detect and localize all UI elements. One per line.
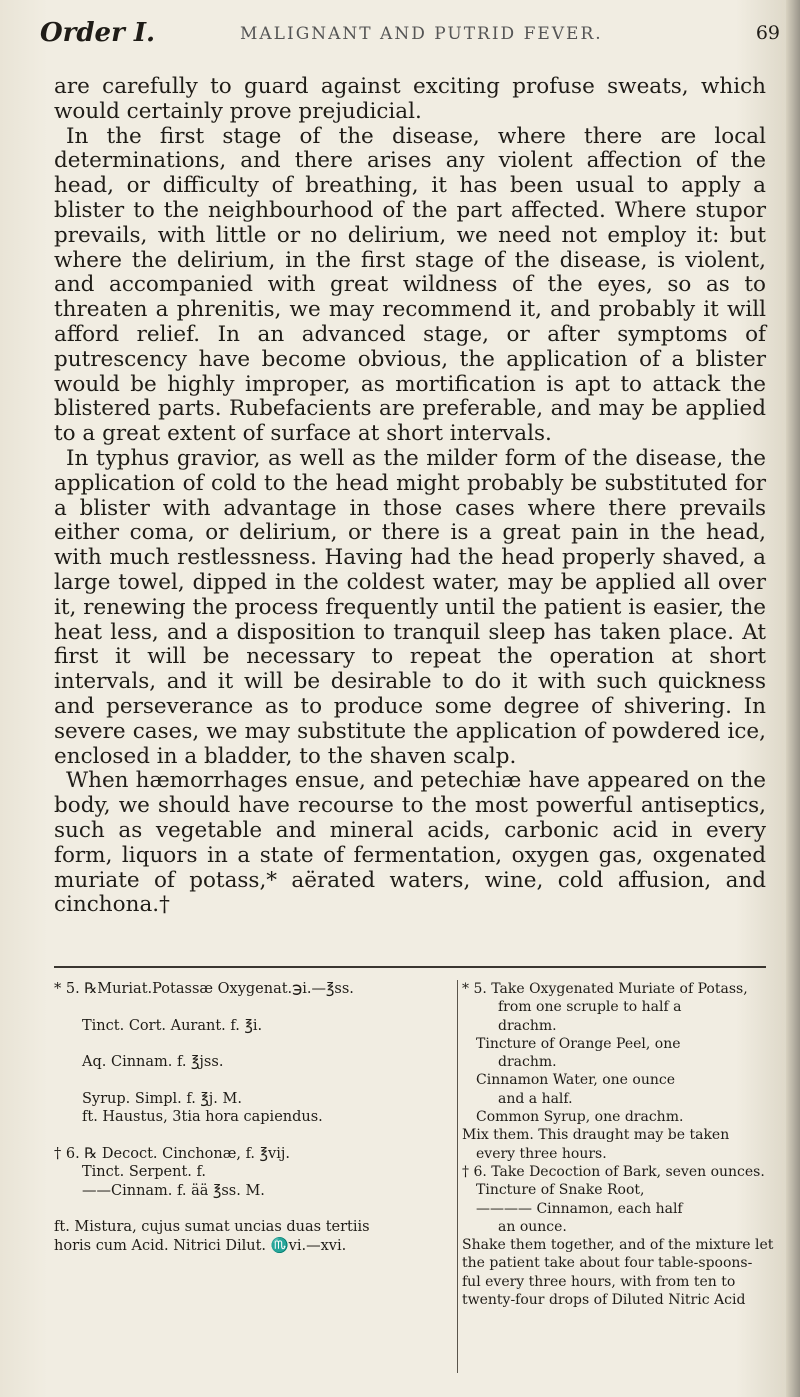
footnote-line: † 6. Take Decoction of Bark, seven ounces. <box>462 1163 765 1180</box>
footnote-line: ———— Cinnamon, each half <box>476 1200 683 1217</box>
footnote-line: Tinct. Cort. Aurant. f. ℥i. <box>82 1017 263 1034</box>
footnote-line: Common Syrup, one drachm. <box>476 1109 684 1126</box>
footnote-line: the patient take about four table-spoons- <box>462 1255 753 1272</box>
footnotes-latin <box>54 980 454 1255</box>
footnote-line: Cinnamon Water, one ounce <box>476 1072 675 1089</box>
footnote-line: and a half. <box>498 1090 573 1107</box>
paragraph: In the first stage of the disease, where there are local determinations, and there arises any violent affection of the head, or difficulty of breathing, it has been usual to apply a blister to the neighbourhood of the part affected. Where stupor prevails, with little or no delirium, we need not employ it: but where the delirium, in the first stage of the disease, is violent, and accompanied with great wildness of the eyes, so as to threaten a phrenitis, we may recommend it, and probably it will afford relief. In an advanced stage, or after symptoms of putrescency have become obvious, the application of a blister would be highly improper, as mortification is apt to attack the blistered parts. Rubefacients are preferable, and may be applied to a great extent of surface at short intervals. <box>54 123 766 447</box>
footnote-line: Tincture of Orange Peel, one <box>476 1035 681 1052</box>
footnote-line: twenty-four drops of Diluted Nitric Acid <box>462 1292 746 1309</box>
footnote-line: an ounce. <box>498 1218 567 1235</box>
footnote-line: Syrup. Simpl. f. ℥j. M. <box>82 1090 242 1107</box>
footnote-line: * 5. ℞Muriat.Potassæ Oxygenat.℈i.—℥ss. <box>54 981 354 997</box>
paragraph: In typhus gravior, as well as the milder form of the disease, the application of cold to the head might probably be substituted for a blister with advantage in those cases where there prevails either coma, or delirium, or there is a great pain in the head, with much restlessness. Having had the head properly shaved, a large towel, dipped in the coldest water, may be applied all over it, renewing the process frequently until the patient is easier, the heat less, and a disposition to tranquil sleep has taken place. At first it will be necessary to repeat the operation at short intervals, and it will be desirable to do it with such quickness and perseverance as to produce some degree of shivering. In severe cases, we may substitute the application of powdered ice, enclosed in a bladder, to the shaven scalp. <box>54 445 766 769</box>
footnotes-english <box>462 980 772 1309</box>
footnote-line: drachm. <box>498 1017 557 1034</box>
paragraph: are carefully to guard against exciting profuse sweats, which would certainly prove prejudicial. <box>54 74 766 124</box>
footnote-line: Tinct. Serpent. f. <box>82 1164 206 1180</box>
footnote-line: Mix them. This draught may be taken <box>462 1127 730 1144</box>
main-text <box>54 75 766 918</box>
page-edge-shadow <box>786 0 800 1397</box>
header-title: MALIGNANT AND PUTRID FEVER. <box>240 24 603 44</box>
footnote-line: † 6. ℞ Decoct. Cinchonæ, f. ℥vij. <box>54 1145 290 1162</box>
footnote-line: every three hours. <box>476 1145 607 1162</box>
footnote-spacer <box>54 999 454 1017</box>
footnote-line: Aq. Cinnam. f. ℥jss. <box>82 1054 224 1070</box>
header-section: Order I. <box>40 18 156 48</box>
footnote-spacer <box>54 1127 454 1145</box>
footnote-spacer <box>54 1035 454 1053</box>
footnote-line: Shake them together, and of the mixture let <box>462 1237 774 1254</box>
footnote-line: ——Cinnam. f. ää ℥ss. M. <box>82 1182 265 1199</box>
footnote-line: ful every three hours, with from ten to <box>462 1273 736 1290</box>
footnote-line: from one scruple to half a <box>498 999 682 1016</box>
footnote-line: horis cum Acid. Nitrici Dilut. ♏vi.—xvi. <box>54 1237 347 1254</box>
footnote-line: ft. Mistura, cujus sumat uncias duas tertiis <box>54 1219 370 1235</box>
paragraph: When hæmorrhages ensue, and petechiæ have appeared on the body, we should have recourse to the most powerful antiseptics, such as vegetable and mineral acids, carbonic acid in every form, liquors in a state of fermentation, oxygen gas, oxgenated muriate of potass,* aërated waters, wine, cold affusion, and cinchona.† <box>54 768 766 918</box>
footnote-line: Tincture of Snake Root, <box>476 1182 645 1199</box>
page-number: 69 <box>755 22 780 44</box>
footnote-line: * 5. Take Oxygenated Muriate of Potass, <box>462 981 748 997</box>
footnote-line: drachm. <box>498 1054 557 1071</box>
footnote-spacer <box>54 1072 454 1090</box>
running-header <box>40 12 780 46</box>
footnote-spacer <box>54 1200 454 1218</box>
footnote-column-divider <box>457 980 458 1373</box>
footnote-rule <box>54 966 766 968</box>
footnote-line: ft. Haustus, 3tia hora capiendus. <box>82 1109 323 1125</box>
